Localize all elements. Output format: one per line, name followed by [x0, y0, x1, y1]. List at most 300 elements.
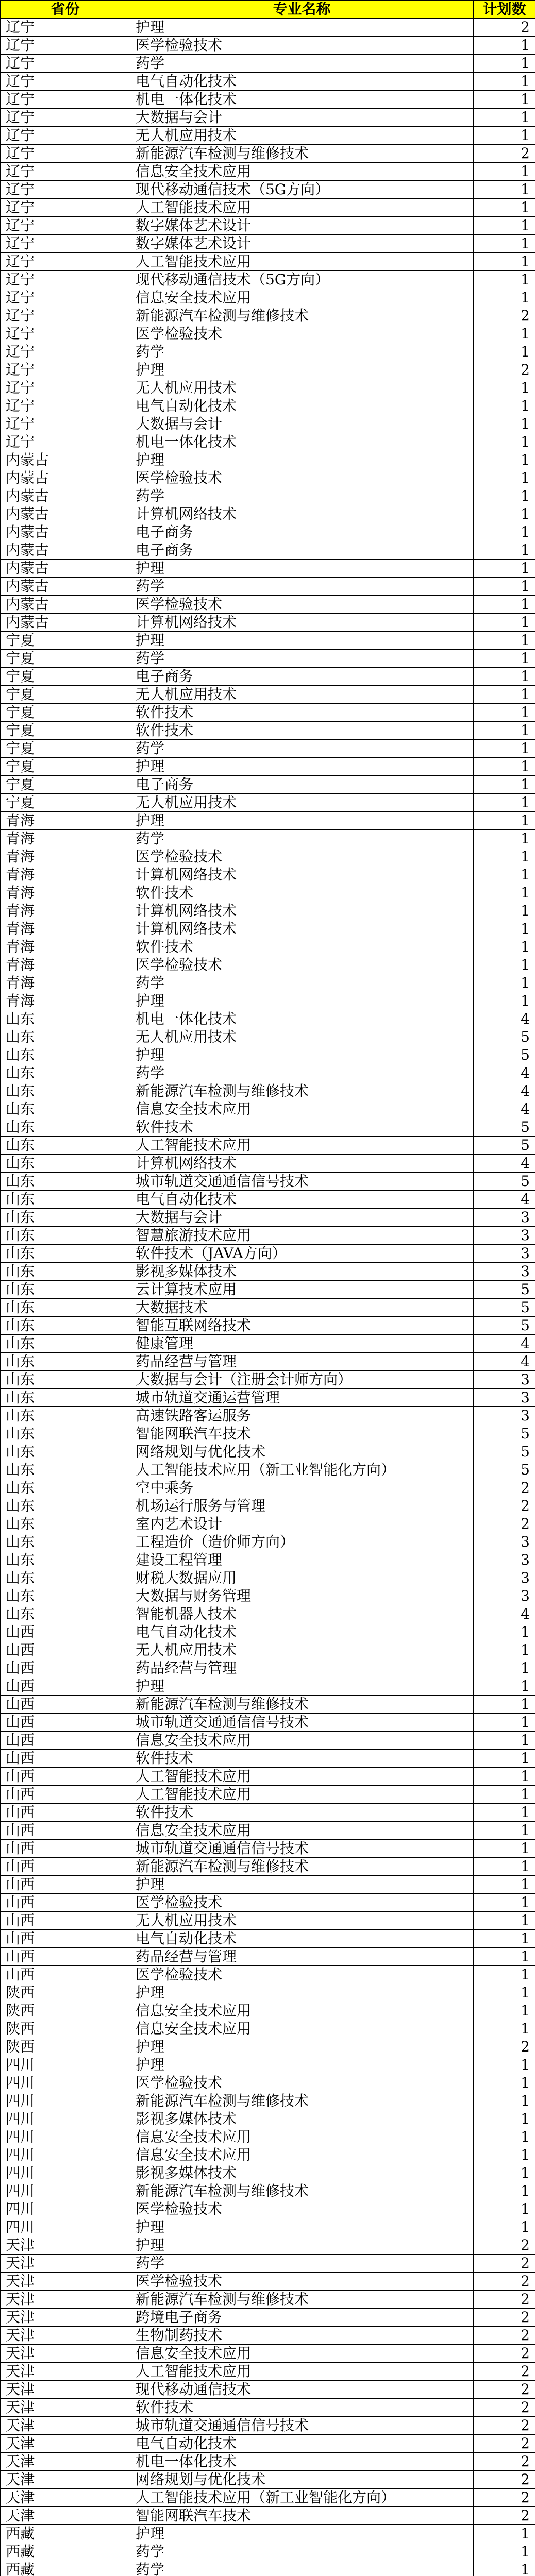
table-row — [1, 1912, 535, 1930]
cell-major-name: 网络规划与优化技术 — [130, 1443, 474, 1461]
table-row — [1, 1605, 535, 1623]
header-major-name: 专业名称 — [130, 1, 474, 19]
table-row — [1, 253, 535, 271]
cell-major-name: 护理 — [130, 2236, 474, 2255]
cell-plan-count: 1 — [474, 1912, 535, 1930]
cell-province: 辽宁 — [1, 199, 130, 217]
cell-plan-count: 1 — [474, 668, 535, 686]
table-row — [1, 1173, 535, 1191]
cell-province: 天津 — [1, 2489, 130, 2507]
table-row — [1, 1786, 535, 1804]
cell-plan-count: 1 — [474, 794, 535, 812]
cell-major-name: 大数据与会计 — [130, 1209, 474, 1227]
cell-province: 宁夏 — [1, 722, 130, 740]
cell-province: 陕西 — [1, 2020, 130, 2038]
cell-major-name: 信息安全技术应用 — [130, 2002, 474, 2020]
cell-plan-count: 1 — [474, 848, 535, 866]
table-row — [1, 884, 535, 902]
cell-major-name: 信息安全技术应用 — [130, 1100, 474, 1118]
cell-province: 辽宁 — [1, 433, 130, 451]
cell-plan-count: 3 — [474, 1569, 535, 1587]
cell-plan-count: 3 — [474, 1245, 535, 1263]
cell-major-name: 影视多媒体技术 — [130, 2164, 474, 2182]
cell-major-name: 无人机应用技术 — [130, 1028, 474, 1046]
cell-province: 内蒙古 — [1, 578, 130, 596]
cell-plan-count: 1 — [474, 1858, 535, 1876]
cell-province: 山东 — [1, 1173, 130, 1191]
cell-province: 宁夏 — [1, 776, 130, 794]
table-row — [1, 2164, 535, 2182]
cell-province: 青海 — [1, 992, 130, 1010]
cell-major-name: 护理 — [130, 1984, 474, 2002]
cell-plan-count: 4 — [474, 1155, 535, 1173]
cell-province: 山东 — [1, 1569, 130, 1587]
cell-major-name: 医学检验技术 — [130, 469, 474, 487]
cell-major-name: 软件技术 — [130, 1750, 474, 1768]
cell-province: 山东 — [1, 1263, 130, 1281]
table-row — [1, 19, 535, 37]
cell-plan-count: 2 — [474, 2417, 535, 2435]
cell-major-name: 护理 — [130, 1046, 474, 1064]
table-row — [1, 1768, 535, 1786]
table-row — [1, 1335, 535, 1353]
cell-province: 辽宁 — [1, 397, 130, 415]
cell-major-name: 计算机网络技术 — [130, 920, 474, 938]
cell-plan-count: 1 — [474, 523, 535, 541]
cell-plan-count: 4 — [474, 1335, 535, 1353]
cell-province: 宁夏 — [1, 794, 130, 812]
cell-major-name: 网络规划与优化技术 — [130, 2471, 474, 2489]
cell-major-name: 现代移动通信技术（5G方向） — [130, 181, 474, 199]
table-row — [1, 487, 535, 505]
table-row — [1, 2471, 535, 2489]
cell-province: 内蒙古 — [1, 596, 130, 614]
cell-major-name: 信息安全技术应用 — [130, 1822, 474, 1840]
table-row — [1, 1479, 535, 1497]
table-row — [1, 2291, 535, 2309]
cell-plan-count: 1 — [474, 686, 535, 704]
cell-province: 天津 — [1, 2291, 130, 2309]
cell-province: 天津 — [1, 2435, 130, 2453]
cell-plan-count: 1 — [474, 1966, 535, 1984]
cell-plan-count: 5 — [474, 1317, 535, 1335]
table-row — [1, 451, 535, 469]
cell-major-name: 人工智能技术应用 — [130, 1768, 474, 1786]
cell-province: 青海 — [1, 974, 130, 992]
cell-province: 辽宁 — [1, 271, 130, 289]
cell-province: 山东 — [1, 1100, 130, 1118]
cell-plan-count: 3 — [474, 1209, 535, 1227]
table-row — [1, 2002, 535, 2020]
cell-province: 辽宁 — [1, 181, 130, 199]
cell-plan-count: 4 — [474, 1191, 535, 1209]
cell-plan-count: 1 — [474, 127, 535, 145]
cell-plan-count: 1 — [474, 884, 535, 902]
cell-major-name: 人工智能技术应用 — [130, 1786, 474, 1804]
cell-province: 山西 — [1, 1804, 130, 1822]
cell-plan-count: 1 — [474, 1894, 535, 1912]
cell-plan-count: 1 — [474, 2020, 535, 2038]
cell-major-name: 电气自动化技术 — [130, 73, 474, 91]
cell-major-name: 城市轨道交通通信信号技术 — [130, 1714, 474, 1732]
cell-major-name: 护理 — [130, 361, 474, 379]
cell-plan-count: 5 — [474, 1173, 535, 1191]
cell-plan-count: 1 — [474, 1696, 535, 1714]
cell-major-name: 医学检验技术 — [130, 956, 474, 974]
cell-province: 山东 — [1, 1028, 130, 1046]
cell-plan-count: 1 — [474, 902, 535, 920]
cell-province: 四川 — [1, 2200, 130, 2218]
cell-plan-count: 1 — [474, 1804, 535, 1822]
cell-major-name: 云计算技术应用 — [130, 1281, 474, 1299]
cell-major-name: 药学 — [130, 650, 474, 668]
cell-province: 天津 — [1, 2327, 130, 2345]
cell-plan-count: 2 — [474, 2489, 535, 2507]
cell-major-name: 软件技术 — [130, 1804, 474, 1822]
cell-plan-count: 4 — [474, 1605, 535, 1623]
cell-province: 四川 — [1, 2182, 130, 2200]
table-row — [1, 668, 535, 686]
table-row — [1, 541, 535, 560]
cell-plan-count: 1 — [474, 1623, 535, 1641]
table-row — [1, 1750, 535, 1768]
table-row — [1, 163, 535, 181]
cell-province: 天津 — [1, 2236, 130, 2255]
cell-province: 内蒙古 — [1, 523, 130, 541]
table-row — [1, 1299, 535, 1317]
cell-major-name: 人工智能技术应用（新工业智能化方向） — [130, 1461, 474, 1479]
cell-plan-count: 1 — [474, 1984, 535, 2002]
table-row — [1, 2309, 535, 2327]
table-row — [1, 722, 535, 740]
cell-major-name: 电子商务 — [130, 541, 474, 560]
cell-province: 内蒙古 — [1, 469, 130, 487]
cell-plan-count: 5 — [474, 1299, 535, 1317]
cell-major-name: 大数据与会计（注册会计师方向） — [130, 1371, 474, 1389]
cell-major-name: 软件技术 — [130, 1118, 474, 1137]
cell-major-name: 城市轨道交通通信信号技术 — [130, 1840, 474, 1858]
cell-province: 辽宁 — [1, 145, 130, 163]
cell-major-name: 跨境电子商务 — [130, 2309, 474, 2327]
cell-major-name: 电子商务 — [130, 668, 474, 686]
cell-major-name: 建设工程管理 — [130, 1551, 474, 1569]
cell-plan-count: 4 — [474, 1100, 535, 1118]
cell-plan-count: 1 — [474, 55, 535, 73]
table-row — [1, 812, 535, 830]
table-row — [1, 1894, 535, 1912]
cell-major-name: 药学 — [130, 974, 474, 992]
cell-plan-count: 1 — [474, 704, 535, 722]
cell-major-name: 药学 — [130, 2255, 474, 2273]
cell-plan-count: 5 — [474, 1046, 535, 1064]
cell-plan-count: 1 — [474, 956, 535, 974]
cell-province: 辽宁 — [1, 163, 130, 181]
table-row — [1, 1623, 535, 1641]
cell-major-name: 信息安全技术应用 — [130, 289, 474, 307]
cell-province: 四川 — [1, 2218, 130, 2236]
cell-province: 内蒙古 — [1, 487, 130, 505]
cell-province: 天津 — [1, 2507, 130, 2525]
cell-province: 宁夏 — [1, 632, 130, 650]
cell-major-name: 医学检验技术 — [130, 1894, 474, 1912]
cell-province: 天津 — [1, 2255, 130, 2273]
cell-plan-count: 1 — [474, 1714, 535, 1732]
table-row — [1, 109, 535, 127]
cell-plan-count: 1 — [474, 596, 535, 614]
cell-major-name: 医学检验技术 — [130, 848, 474, 866]
cell-province: 山西 — [1, 1912, 130, 1930]
cell-province: 辽宁 — [1, 307, 130, 325]
cell-major-name: 高速铁路客运服务 — [130, 1407, 474, 1425]
table-row — [1, 1155, 535, 1173]
cell-province: 青海 — [1, 812, 130, 830]
cell-province: 山东 — [1, 1389, 130, 1407]
cell-plan-count: 1 — [474, 560, 535, 578]
table-row — [1, 974, 535, 992]
cell-province: 天津 — [1, 2417, 130, 2435]
cell-major-name: 护理 — [130, 2056, 474, 2074]
table-row — [1, 866, 535, 884]
table-row — [1, 1984, 535, 2002]
cell-province: 山西 — [1, 1786, 130, 1804]
cell-major-name: 影视多媒体技术 — [130, 1263, 474, 1281]
table-row — [1, 289, 535, 307]
cell-major-name: 软件技术 — [130, 722, 474, 740]
table-row — [1, 343, 535, 361]
cell-plan-count: 3 — [474, 1587, 535, 1605]
cell-plan-count: 5 — [474, 1028, 535, 1046]
cell-major-name: 新能源汽车检测与维修技术 — [130, 1082, 474, 1100]
table-row — [1, 127, 535, 145]
cell-major-name: 无人机应用技术 — [130, 379, 474, 397]
cell-major-name: 城市轨道交通运营管理 — [130, 1389, 474, 1407]
cell-major-name: 药学 — [130, 343, 474, 361]
cell-province: 天津 — [1, 2345, 130, 2363]
cell-plan-count: 1 — [474, 2182, 535, 2200]
table-row — [1, 505, 535, 523]
cell-major-name: 计算机网络技术 — [130, 1155, 474, 1173]
cell-plan-count: 1 — [474, 73, 535, 91]
cell-plan-count: 2 — [474, 2327, 535, 2345]
cell-plan-count: 2 — [474, 2309, 535, 2327]
cell-province: 山东 — [1, 1010, 130, 1028]
cell-major-name: 人工智能技术应用 — [130, 199, 474, 217]
cell-plan-count: 2 — [474, 2507, 535, 2525]
cell-plan-count: 2 — [474, 307, 535, 325]
cell-province: 内蒙古 — [1, 614, 130, 632]
cell-plan-count: 1 — [474, 1750, 535, 1768]
table-row — [1, 614, 535, 632]
cell-plan-count: 1 — [474, 2525, 535, 2543]
cell-province: 四川 — [1, 2074, 130, 2092]
table-row — [1, 91, 535, 109]
cell-province: 山西 — [1, 1750, 130, 1768]
cell-province: 山东 — [1, 1443, 130, 1461]
table-row — [1, 1227, 535, 1245]
cell-plan-count: 1 — [474, 451, 535, 469]
cell-province: 辽宁 — [1, 73, 130, 91]
cell-major-name: 软件技术（JAVA方向） — [130, 1245, 474, 1263]
table-row — [1, 1804, 535, 1822]
table-row — [1, 2074, 535, 2092]
table-row — [1, 1696, 535, 1714]
table-row — [1, 523, 535, 541]
cell-plan-count: 1 — [474, 776, 535, 794]
cell-plan-count: 4 — [474, 1064, 535, 1082]
cell-plan-count: 1 — [474, 379, 535, 397]
cell-plan-count: 1 — [474, 343, 535, 361]
table-row — [1, 73, 535, 91]
cell-province: 四川 — [1, 2110, 130, 2128]
cell-major-name: 影视多媒体技术 — [130, 2110, 474, 2128]
cell-major-name: 现代移动通信技术（5G方向） — [130, 271, 474, 289]
cell-plan-count: 2 — [474, 2435, 535, 2453]
cell-plan-count: 1 — [474, 2218, 535, 2236]
cell-province: 辽宁 — [1, 37, 130, 55]
cell-province: 山东 — [1, 1209, 130, 1227]
cell-major-name: 药品经营与管理 — [130, 1948, 474, 1966]
cell-major-name: 工程造价（造价师方向） — [130, 1533, 474, 1551]
table-row — [1, 1028, 535, 1046]
cell-major-name: 机电一体化技术 — [130, 433, 474, 451]
cell-major-name: 智能网联汽车技术 — [130, 1425, 474, 1443]
table-row — [1, 1371, 535, 1389]
cell-plan-count: 5 — [474, 1118, 535, 1137]
cell-plan-count: 2 — [474, 1497, 535, 1515]
cell-plan-count: 1 — [474, 1876, 535, 1894]
cell-province: 山东 — [1, 1479, 130, 1497]
table-row — [1, 1191, 535, 1209]
cell-major-name: 大数据技术 — [130, 1299, 474, 1317]
cell-province: 辽宁 — [1, 361, 130, 379]
cell-province: 四川 — [1, 2128, 130, 2146]
table-row — [1, 956, 535, 974]
cell-plan-count: 2 — [474, 2291, 535, 2309]
cell-plan-count: 3 — [474, 1371, 535, 1389]
cell-province: 辽宁 — [1, 217, 130, 235]
table-row — [1, 560, 535, 578]
cell-plan-count: 1 — [474, 325, 535, 343]
cell-plan-count: 2 — [474, 2273, 535, 2291]
cell-major-name: 医学检验技术 — [130, 37, 474, 55]
cell-plan-count: 5 — [474, 1281, 535, 1299]
table-row — [1, 1082, 535, 1100]
table-row — [1, 1714, 535, 1732]
cell-plan-count: 1 — [474, 974, 535, 992]
cell-province: 青海 — [1, 830, 130, 848]
table-row — [1, 2489, 535, 2507]
table-row — [1, 1966, 535, 1984]
cell-plan-count: 1 — [474, 433, 535, 451]
table-row — [1, 1677, 535, 1696]
cell-province: 山东 — [1, 1082, 130, 1100]
cell-plan-count: 2 — [474, 19, 535, 37]
cell-province: 天津 — [1, 2363, 130, 2381]
cell-major-name: 机场运行服务与管理 — [130, 1497, 474, 1515]
cell-plan-count: 1 — [474, 2146, 535, 2164]
cell-province: 山东 — [1, 1461, 130, 1479]
table-row — [1, 1118, 535, 1137]
table-row — [1, 1100, 535, 1118]
cell-province: 青海 — [1, 884, 130, 902]
cell-province: 山西 — [1, 1714, 130, 1732]
table-row — [1, 1281, 535, 1299]
table-row — [1, 740, 535, 758]
cell-province: 山西 — [1, 1858, 130, 1876]
table-row — [1, 1858, 535, 1876]
cell-province: 山西 — [1, 1966, 130, 1984]
cell-major-name: 信息安全技术应用 — [130, 2345, 474, 2363]
table-row — [1, 433, 535, 451]
table-row — [1, 992, 535, 1010]
table-row — [1, 758, 535, 776]
cell-province: 辽宁 — [1, 19, 130, 37]
cell-major-name: 信息安全技术应用 — [130, 2020, 474, 2038]
table-row — [1, 397, 535, 415]
cell-province: 山东 — [1, 1118, 130, 1137]
table-row — [1, 1389, 535, 1407]
cell-province: 山东 — [1, 1551, 130, 1569]
cell-major-name: 新能源汽车检测与维修技术 — [130, 2182, 474, 2200]
cell-province: 山西 — [1, 1930, 130, 1948]
cell-plan-count: 1 — [474, 1768, 535, 1786]
cell-plan-count: 1 — [474, 632, 535, 650]
table-row — [1, 379, 535, 397]
cell-plan-count: 2 — [474, 2471, 535, 2489]
cell-plan-count: 1 — [474, 1840, 535, 1858]
table-row — [1, 632, 535, 650]
table-row — [1, 469, 535, 487]
table-row — [1, 1930, 535, 1948]
cell-major-name: 信息安全技术应用 — [130, 2128, 474, 2146]
table-row — [1, 1876, 535, 1894]
cell-major-name: 新能源汽车检测与维修技术 — [130, 307, 474, 325]
cell-province: 辽宁 — [1, 289, 130, 307]
cell-province: 山东 — [1, 1245, 130, 1263]
cell-plan-count: 1 — [474, 1948, 535, 1966]
cell-major-name: 信息安全技术应用 — [130, 1732, 474, 1750]
cell-plan-count: 3 — [474, 1551, 535, 1569]
cell-province: 山东 — [1, 1191, 130, 1209]
table-body — [1, 19, 535, 2576]
cell-plan-count: 1 — [474, 271, 535, 289]
table-row — [1, 2182, 535, 2200]
cell-plan-count: 1 — [474, 505, 535, 523]
cell-major-name: 护理 — [130, 560, 474, 578]
table-row — [1, 2110, 535, 2128]
cell-plan-count: 2 — [474, 2255, 535, 2273]
cell-province: 西藏 — [1, 2543, 130, 2561]
cell-major-name: 医学检验技术 — [130, 596, 474, 614]
table-row — [1, 2128, 535, 2146]
cell-province: 山东 — [1, 1046, 130, 1064]
table-row — [1, 325, 535, 343]
cell-province: 内蒙古 — [1, 541, 130, 560]
cell-province: 天津 — [1, 2453, 130, 2471]
cell-major-name: 药品经营与管理 — [130, 1353, 474, 1371]
cell-plan-count: 3 — [474, 1533, 535, 1551]
cell-plan-count: 1 — [474, 1822, 535, 1840]
cell-plan-count: 1 — [474, 920, 535, 938]
header-row — [1, 1, 535, 19]
cell-plan-count: 1 — [474, 866, 535, 884]
cell-plan-count: 2 — [474, 361, 535, 379]
cell-plan-count: 1 — [474, 289, 535, 307]
cell-plan-count: 1 — [474, 37, 535, 55]
cell-major-name: 财税大数据应用 — [130, 1569, 474, 1587]
cell-plan-count: 1 — [474, 2200, 535, 2218]
cell-plan-count: 1 — [474, 830, 535, 848]
